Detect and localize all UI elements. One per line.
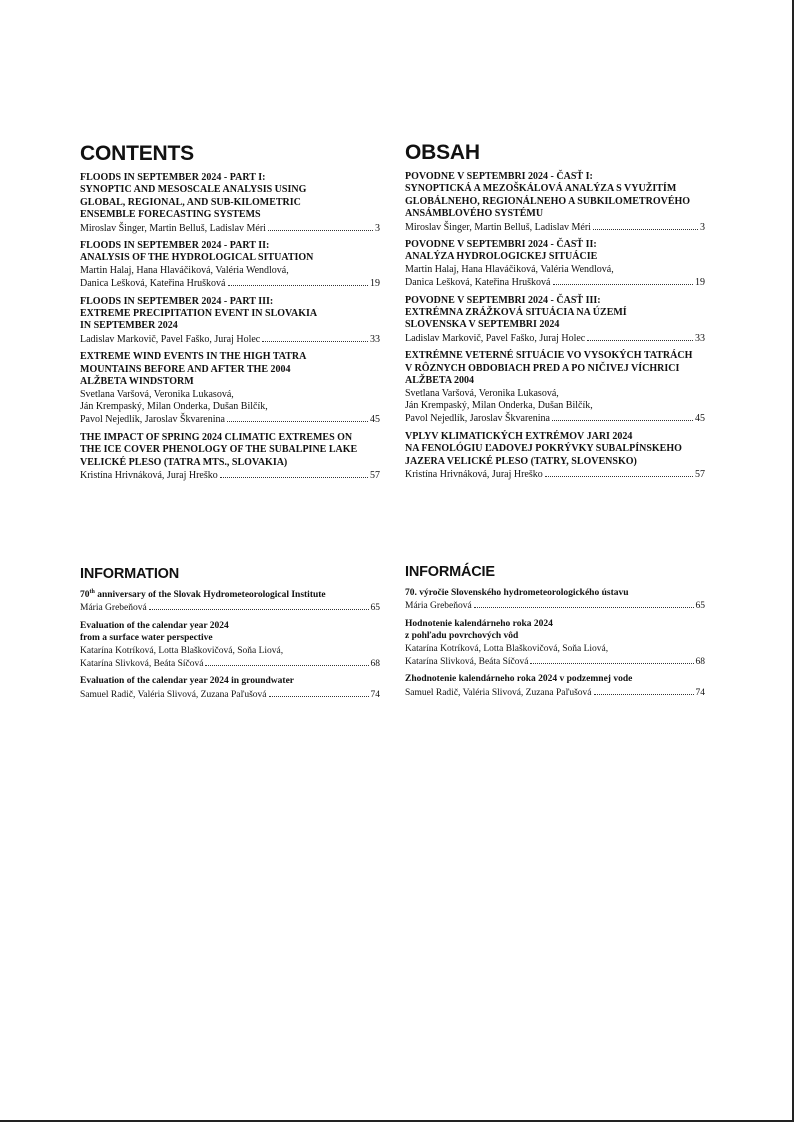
entry-authors: Katarína Kotríková, Lotta Blaškovičová, Soňa Liová, Katarína Slivková, Beáta Síčová 68 <box>80 645 380 670</box>
toc-entry[interactable] <box>80 240 380 291</box>
page-number: 74 <box>695 687 705 698</box>
entry-title: FLOODS IN SEPTEMBER 2024 - PART I: SYNOPTIC AND MESOSCALE ANALYSIS USING GLOBAL, REGIONAL, AND SUB-KILOMETRIC ENSEMBLE FORECASTING SYSTEMS <box>80 172 307 221</box>
page-number: 45 <box>695 413 705 425</box>
obsah-heading: OBSAH <box>405 141 480 164</box>
page-number: 65 <box>370 603 380 614</box>
information-list-sk <box>405 587 705 699</box>
entry-title: EXTREME WIND EVENTS IN THE HIGH TATRA MOUNTAINS BEFORE AND AFTER THE 2004 ALŽBETA WINDSTORM <box>80 351 307 388</box>
page-number: 33 <box>370 333 380 345</box>
entry-title: POVODNE V SEPTEMBRI 2024 - ČASŤ II: ANALÝZA HYDROLOGICKEJ SITUÁCIE <box>405 239 598 263</box>
leader-dots <box>593 221 698 230</box>
entry-title: Zhodnotenie kalendárneho roka 2024 v podzemnej vode <box>405 674 633 685</box>
informacie-heading: INFORMÁCIE <box>405 564 495 580</box>
entry-authors: Martin Halaj, Hana Hlaváčiková, Valéria Wendlová, Danica Lešková, Kateřina Hrušková 19 <box>80 264 380 290</box>
toc-entry[interactable] <box>405 618 705 669</box>
leader-dots <box>220 469 368 478</box>
information-section-en <box>80 565 380 706</box>
page-number: 3 <box>375 222 380 234</box>
entry-authors: Ladislav Markovič, Pavel Faško, Juraj Holec 33 <box>80 333 380 345</box>
toc-entry[interactable] <box>405 350 705 425</box>
page-number: 19 <box>695 277 705 289</box>
entry-authors: Miroslav Šinger, Martin Belluš, Ladislav Méri 3 <box>405 221 705 233</box>
page-number: 68 <box>370 659 380 670</box>
information-section-sk <box>405 563 705 704</box>
contents-section-sk <box>405 141 705 486</box>
toc-entry[interactable] <box>405 295 705 346</box>
information-list-en <box>80 589 380 701</box>
leader-dots <box>553 276 694 285</box>
leader-dots <box>474 599 694 608</box>
leader-dots <box>268 222 373 231</box>
leader-dots <box>228 277 369 286</box>
entry-title: POVODNE V SEPTEMBRI 2024 - ČASŤ I: SYNOPTICKÁ A MEZOŠKÁLOVÁ ANALÝZA S VYUŽITÍM GLOBÁLNEHO, REGIONÁLNEHO A SUBKILOMETROVÉHO ANSÁMBLOVÉHO SYSTÉMU <box>405 171 691 220</box>
toc-entry[interactable] <box>80 620 380 671</box>
information-heading: INFORMATION <box>80 566 180 582</box>
toc-entry[interactable] <box>405 587 705 613</box>
leader-dots <box>227 413 368 422</box>
entry-authors: Ladislav Markovič, Pavel Faško, Juraj Holec 33 <box>405 332 705 344</box>
page-number: 33 <box>695 332 705 344</box>
toc-entry[interactable] <box>405 239 705 290</box>
leader-dots <box>262 333 368 342</box>
leader-dots <box>587 332 693 341</box>
leader-dots <box>545 468 693 477</box>
entry-title: FLOODS IN SEPTEMBER 2024 - PART II: ANALYSIS OF THE HYDROLOGICAL SITUATION <box>80 240 314 264</box>
contents-section-en <box>80 142 380 487</box>
entry-authors: Kristína Hrivnáková, Juraj Hreško 57 <box>405 468 705 480</box>
page-number: 68 <box>695 657 705 668</box>
toc-entry[interactable] <box>80 172 380 235</box>
entry-title: VPLYV KLIMATICKÝCH EXTRÉMOV JARI 2024 NA FENOLÓGIU ĽADOVEJ POKRÝVKY SUBALPÍNSKEHO JAZERA VELICKÉ PLESO (TATRY, SLOVENSKO) <box>405 430 682 467</box>
leader-dots <box>205 657 368 666</box>
leader-dots <box>530 655 693 664</box>
page-number: 3 <box>700 221 705 233</box>
entry-title: POVODNE V SEPTEMBRI 2024 - ČASŤ III: EXTRÉMNA ZRÁŽKOVÁ SITUÁCIA NA ÚZEMÍ SLOVENSKA V SEPTEMBRI 2024 <box>405 294 627 331</box>
entry-authors: Svetlana Varšová, Veronika Lukasová, Ján Krempaský, Milan Onderka, Dušan Bilčík, Pavol Nejedlík, Jaroslav Škvarenina 45 <box>405 387 705 425</box>
entry-authors: Martin Halaj, Hana Hlaváčiková, Valéria Wendlová, Danica Lešková, Kateřina Hrušková 19 <box>405 263 705 289</box>
page-number: 65 <box>695 601 705 612</box>
leader-dots <box>269 688 369 697</box>
entry-authors: Kristína Hrivnáková, Juraj Hreško 57 <box>80 469 380 481</box>
toc-entry[interactable] <box>80 351 380 426</box>
toc-entry[interactable] <box>80 675 380 701</box>
toc-entry[interactable] <box>80 432 380 483</box>
entry-title: FLOODS IN SEPTEMBER 2024 - PART III: EXTREME PRECIPITATION EVENT IN SLOVAKIA IN SEPTEMBER 2024 <box>80 295 318 332</box>
toc-entry[interactable] <box>80 296 380 347</box>
page-number: 74 <box>370 689 380 700</box>
entry-authors: Katarína Kotríková, Lotta Blaškovičová, Soňa Liová, Katarína Slivková, Beáta Síčová 68 <box>405 643 705 668</box>
entry-authors: Svetlana Varšová, Veronika Lukasová, Ján Krempaský, Milan Onderka, Dušan Bilčík, Pavol Nejedlík, Jaroslav Škvarenina 45 <box>80 388 380 426</box>
page-number: 57 <box>695 468 705 480</box>
entry-title: Evaluation of the calendar year 2024 in groundwater <box>80 676 295 687</box>
entry-authors: Mária Grebeňová 65 <box>80 603 380 614</box>
page-number: 57 <box>370 469 380 481</box>
entry-authors: Samuel Radič, Valéria Slivová, Zuzana Paľušová 74 <box>80 689 380 700</box>
entry-title: Hodnotenie kalendárneho roka 2024 z pohľadu povrchových vôd <box>405 618 553 642</box>
contents-heading: CONTENTS <box>80 142 194 165</box>
entry-title: EXTRÉMNE VETERNÉ SITUÁCIE VO VYSOKÝCH TATRÁCH V RÔZNYCH OBDOBIACH PRED A PO NIČIVEJ VÍCHRICI ALŽBETA 2004 <box>405 350 693 387</box>
leader-dots <box>552 412 693 421</box>
entry-authors: Mária Grebeňová 65 <box>405 601 705 612</box>
leader-dots <box>594 686 694 695</box>
entry-title: 70. výročie Slovenského hydrometeorologického ústavu <box>405 588 629 598</box>
entry-title: 70th anniversary of the Slovak Hydrometeorological Institute <box>80 588 326 600</box>
entry-title: THE IMPACT OF SPRING 2024 CLIMATIC EXTREMES ON THE ICE COVER PHENOLOGY OF THE SUBALPINE LAKE VELICKÉ PLESO (TATRA MTS., SLOVAKIA) <box>80 431 358 468</box>
contents-list-sk <box>405 171 705 481</box>
toc-entry[interactable] <box>80 589 380 615</box>
entry-authors: Samuel Radič, Valéria Slivová, Zuzana Paľušová 74 <box>405 687 705 698</box>
toc-entry[interactable] <box>405 171 705 234</box>
entry-title: Evaluation of the calendar year 2024 from a surface water perspective <box>80 620 229 644</box>
entry-authors: Miroslav Šinger, Martin Belluš, Ladislav Méri 3 <box>80 222 380 234</box>
contents-list-en <box>80 172 380 482</box>
page-number: 19 <box>370 278 380 290</box>
toc-entry[interactable] <box>405 673 705 699</box>
page-number: 45 <box>370 414 380 426</box>
toc-entry[interactable] <box>405 431 705 482</box>
